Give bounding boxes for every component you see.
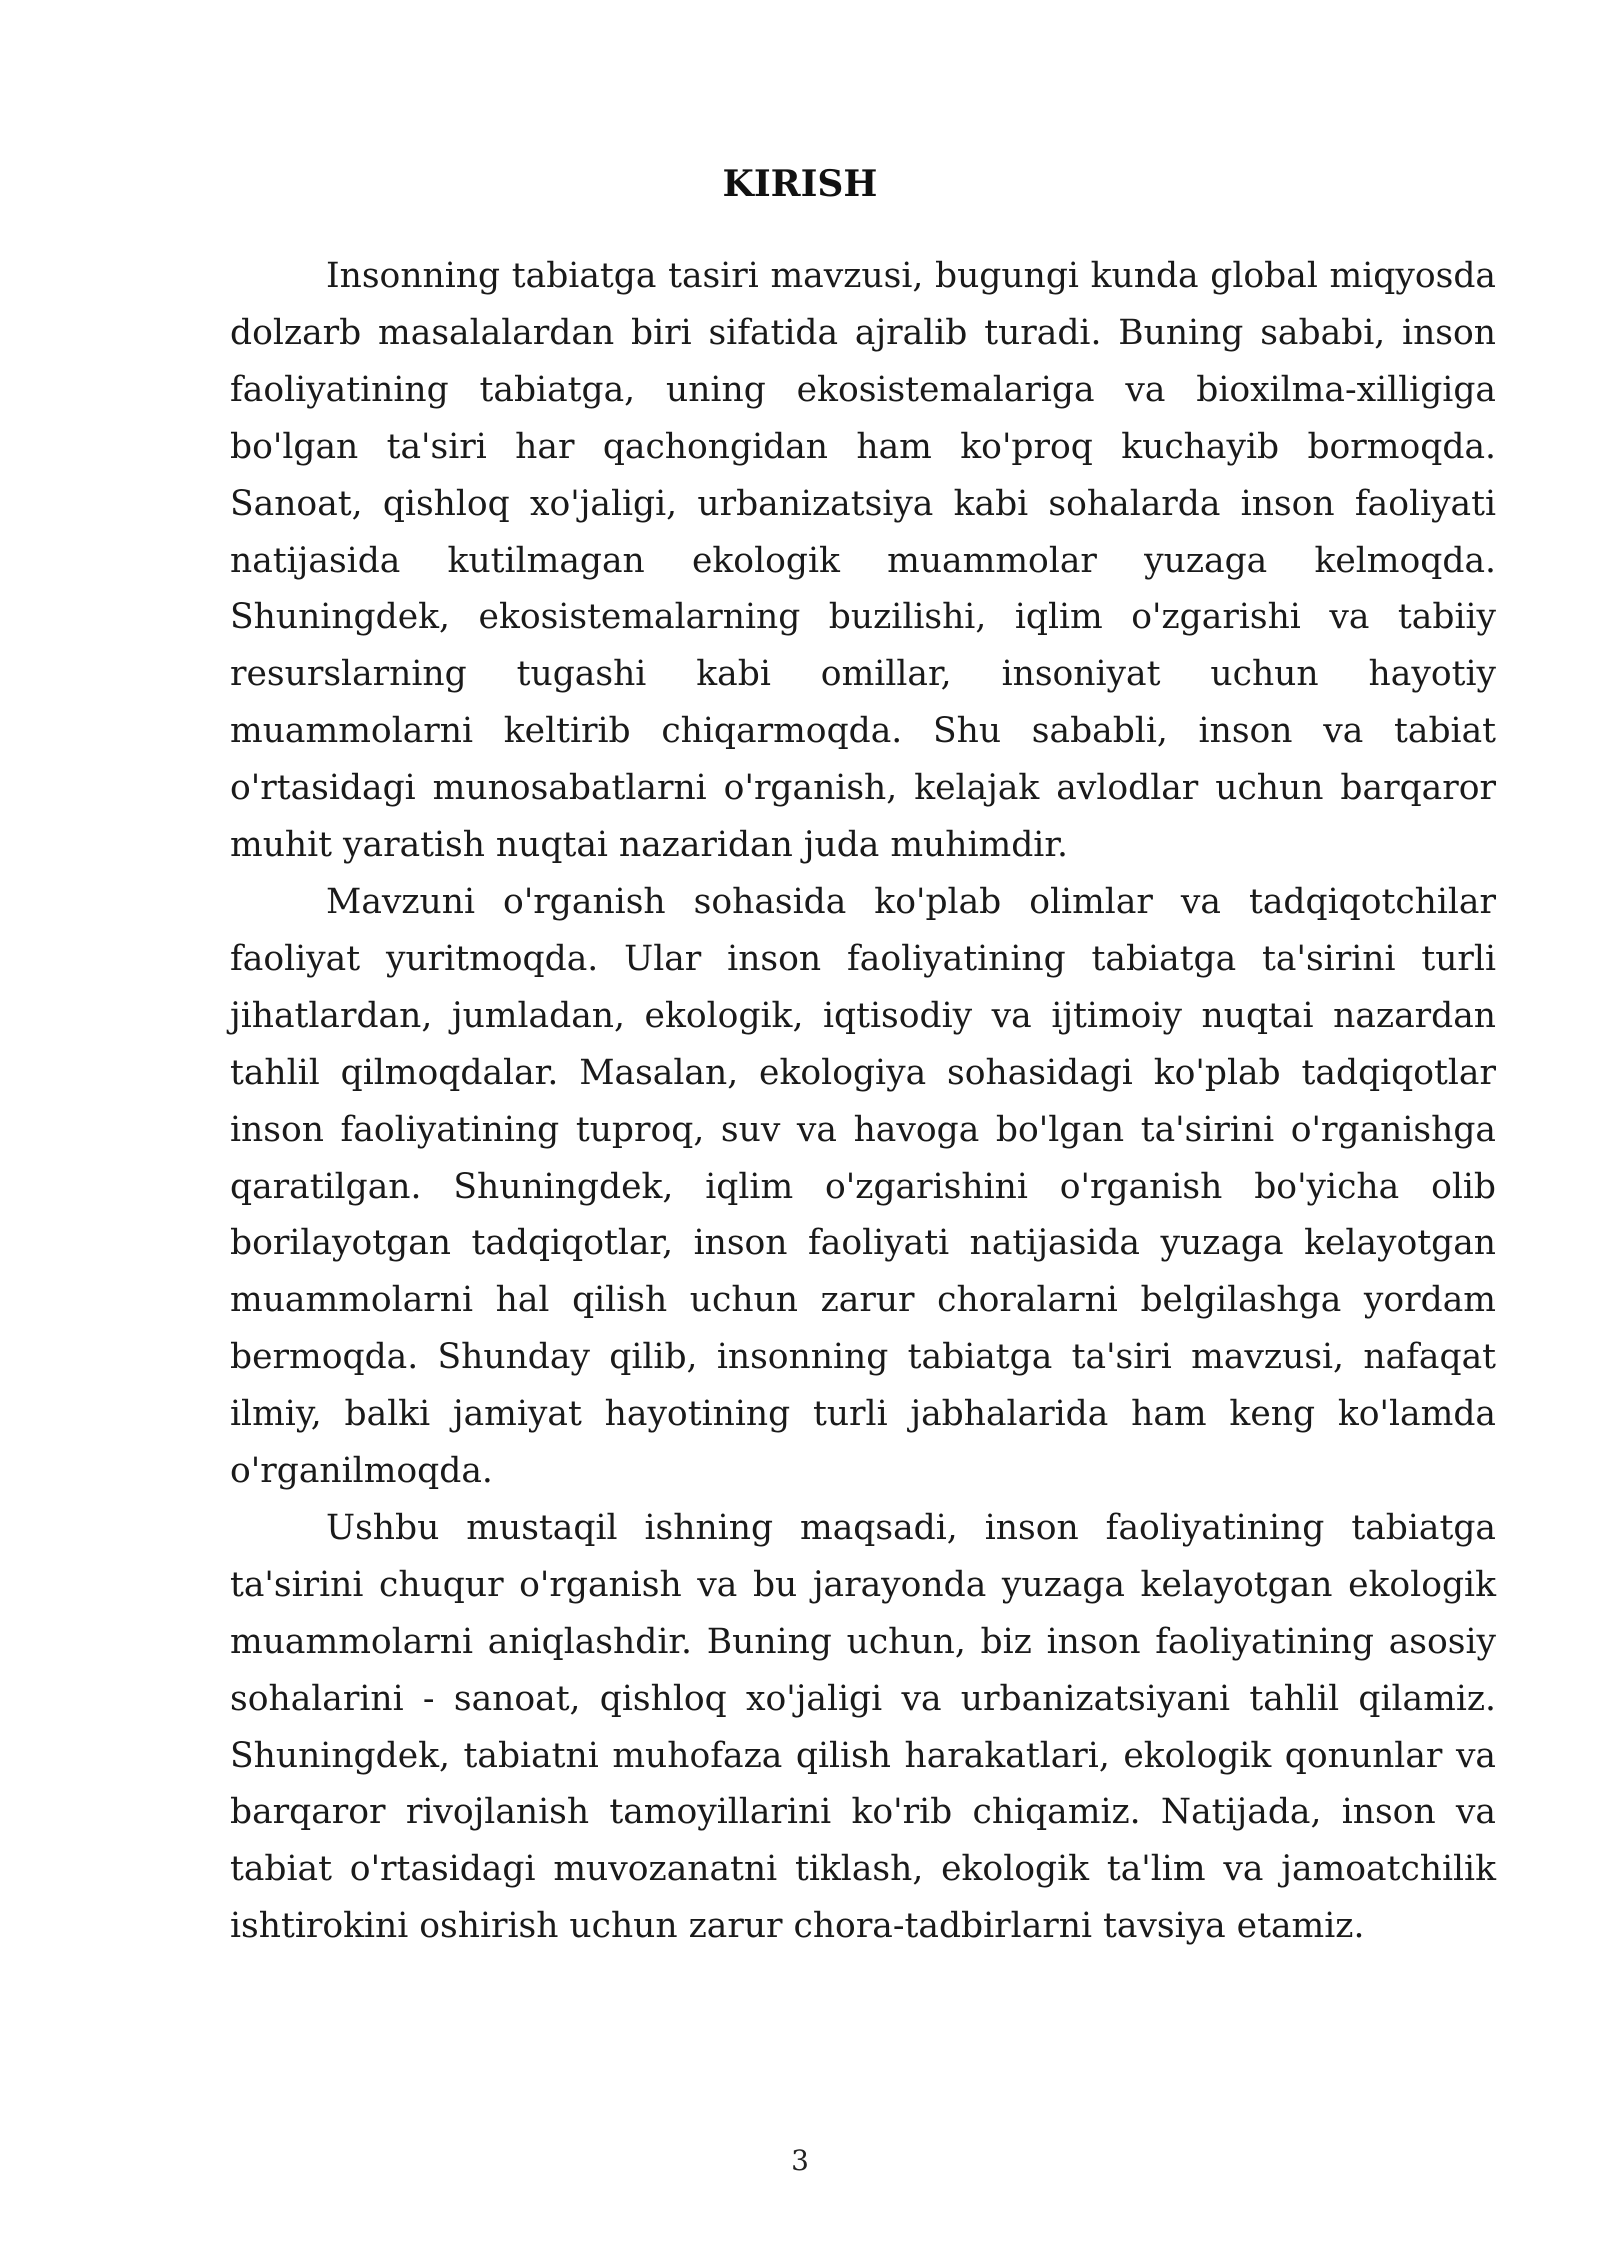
paragraph-2: Mavzuni o'rganish sohasida ko'plab olimlar va tadqiqotchilar faoliyat yuritmoqda. Ular inson faoliyatining tabiatga ta'sirini turli jihatlardan, jumladan, ekologik, iqtisodiy va ijtimoiy nuqtai nazardan tahlil qilmoqdalar. Masalan, ekologiya sohasidagi ko'plab tadqiqotlar inson faoliyatining tuproq, suv va havoga bo'lgan ta'sirini o'rganishga qaratilgan. Shuningdek, iqlim o'zgarishini o'rganish bo'yicha olib borilayotgan tadqiqotlar, inson faoliyati natijasida yuzaga kelayotgan muammolarni hal qilish uchun zarur choralarni belgilashga yordam bermoqda. Shunday qilib, insonning tabiatga ta'siri mavzusi, nafaqat ilmiy, balki jamiyat hayotining turli jabhalarida ham keng ko'lamda o'rganilmoqda. (230, 881, 1496, 1492)
section-title: KIRISH (722, 163, 878, 205)
page-number: 3 (791, 2144, 809, 2177)
body-text (230, 248, 1496, 1955)
paragraph-1: Insonning tabiatga tasiri mavzusi, bugungi kunda global miqyosda dolzarb masalalardan biri sifatida ajralib turadi. Buning sababi, inson faoliyatining tabiatga, uning ekosistemalariga va bioxilma-xilligiga bo'lgan ta'siri har qachongidan ham ko'proq kuchayib bormoqda. Sanoat, qishloq xo'jaligi, urbanizatsiya kabi sohalarda inson faoliyati natijasida kutilmagan ekologik muammolar yuzaga kelmoqda. Shuningdek, ekosistemalarning buzilishi, iqlim o'zgarishi va tabiiy resurslarning tugashi kabi omillar, insoniyat uchun hayotiy muammolarni keltirib chiqarmoqda. Shu sababli, inson va tabiat o'rtasidagi munosabatlarni o'rganish, kelajak avlodlar uchun barqaror muhit yaratish nuqtai nazaridan juda muhimdir. (230, 256, 1496, 866)
paragraph-3: Ushbu mustaqil ishning maqsadi, inson faoliyatining tabiatga ta'sirini chuqur o'rganish va bu jarayonda yuzaga kelayotgan ekologik muammolarni aniqlashdir. Buning uchun, biz inson faoliyatining asosiy sohalarini - sanoat, qishloq xo'jaligi va urbanizatsiyani tahlil qilamiz. Shuningdek, tabiatni muhofaza qilish harakatlari, ekologik qonunlar va barqaror rivojlanish tamoyillarini ko'rib chiqamiz. Natijada, inson va tabiat o'rtasidagi muvozanatni tiklash, ekologik ta'lim va jamoatchilik ishtirokini oshirish uchun zarur chora-tadbirlarni tavsiya etamiz. (230, 1507, 1496, 1947)
